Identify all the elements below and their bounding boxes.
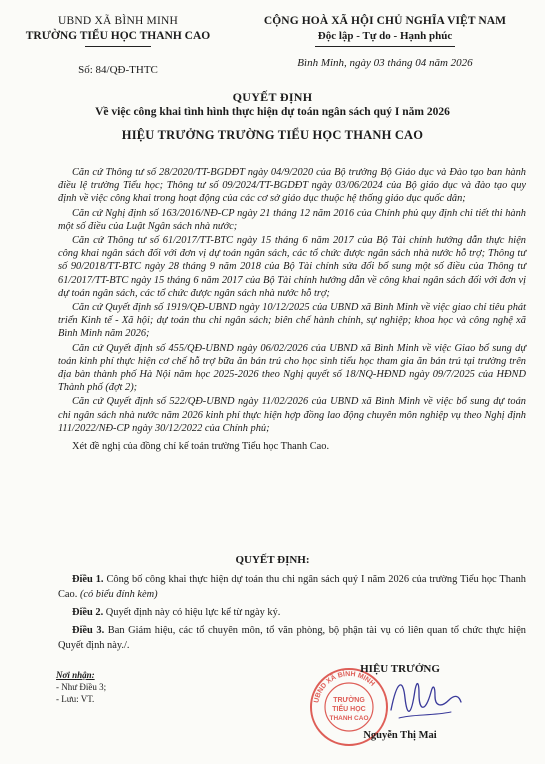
recipients bbox=[56, 669, 106, 705]
proposal-line: Xét đề nghị của đồng chí kế toán trường Tiểu học Thanh Cao. bbox=[72, 441, 330, 453]
article-note: (có biểu đính kèm) bbox=[79, 589, 158, 600]
article-1 bbox=[58, 572, 526, 602]
motto-underline bbox=[315, 46, 455, 47]
handwritten-signature bbox=[385, 670, 465, 730]
recipient-item: - Như Điều 3; bbox=[56, 682, 107, 692]
article-label: Điều 3. bbox=[72, 625, 105, 636]
legal-basis: Căn cứ Nghị định số 163/2016/NĐ-CP ngày 21 tháng 12 năm 2016 của Chính phủ quy định chi tiết thi hành một số điều của Luật Ngân sách nhà nước; bbox=[58, 207, 526, 232]
issuer-org: UBND XÃ BÌNH MINH bbox=[58, 15, 178, 27]
recipients-label: Nơi nhận: bbox=[56, 670, 95, 680]
legal-basis: Căn cứ Quyết định số 1919/QĐ-UBND ngày 10/12/2025 của UBND xã Bình Minh về việc giao chỉ tiêu phát triển Kinh tế - Xã hội; dự toán thu chi ngân sách; biên chế hành chính, sự nghiệp; khoa học và công nghệ xã Bình Minh năm 2026; bbox=[58, 302, 526, 340]
legal-basis: Căn cứ Thông tư số 61/2017/TT-BTC ngày 15 tháng 6 năm 2017 của Bộ Tài chính hướng dẫn thực hiện công khai ngân sách đối với đơn vị dự toán ngân sách, các tổ chức được ngân sách nhà nước hỗ trợ; Thông tư số 90/2018/TT-BTC ngày 28 tháng 9 năm 2018 của Bộ Tài chính sửa đổi bổ sung một số điều của Thông tư 61/2017/TT-BTC ngày 15 tháng 6 năm 2017 của Bộ Tài chính hướng dẫn về công khai ngân sách đối với đơn vị dự toán ngân sách, các tổ chức được ngân sách nhà nước hỗ trợ; bbox=[58, 235, 526, 299]
signer-name: Nguyễn Thị Mai bbox=[363, 730, 437, 741]
article-text: Quyết định này có hiệu lực kể từ ngày ký. bbox=[103, 607, 281, 618]
article-text: Ban Giám hiệu, các tổ chuyên môn, tổ văn phòng, bộ phận tài vụ có liên quan tổ chức thực hiện Quyết định này./. bbox=[58, 625, 526, 651]
legal-basis: Căn cứ Thông tư số 28/2020/TT-BGDĐT ngày 04/9/2020 của Bộ trưởng Bộ Giáo dục và Đào tạo ban hành điều lệ trường Tiểu học; Thông tư số 09/2024/TT-BGDĐT ngày 03/06/2024 của Bộ giáo dục và đào tạo quy định về việc công khai trong hoạt động của các cơ sở giáo dục thuộc hệ thống giáo dục quốc dân; bbox=[58, 167, 526, 205]
issuer-school: TRƯỜNG TIỂU HỌC THANH CAO bbox=[25, 30, 211, 42]
legal-basis: Căn cứ Quyết định số 522/QĐ-UBND ngày 11/02/2026 của UBND xã Bình Minh về việc bổ sung dự toán chi ngân sách nhà nước năm 2026 kinh phí thực hiện hợp đồng lao động chuyên môn nghiệp vụ theo Nghị định 111/2022/NĐ-CP ngày 30/12/2022 của Chính phủ; bbox=[58, 396, 526, 434]
national-header bbox=[240, 14, 530, 71]
seal-line-2: TIỂU HỌC bbox=[332, 706, 366, 713]
national-title: CỘNG HOÀ XÃ HỘI CHỦ NGHĨA VIỆT NAM bbox=[263, 15, 507, 27]
seal-ring-text: UBND XÃ BÌNH MINH bbox=[313, 670, 376, 704]
national-motto: Độc lập - Tự do - Hạnh phúc bbox=[317, 30, 453, 42]
seal-line-3: THANH CAO bbox=[329, 715, 369, 722]
article-label: Điều 1. bbox=[72, 574, 104, 585]
articles bbox=[58, 572, 526, 656]
document-number: Số: 84/QĐ-THTC bbox=[78, 64, 158, 76]
issuer-header bbox=[18, 14, 218, 78]
issuing-authority: HIỆU TRƯỞNG TRƯỜNG TIỂU HỌC THANH CAO bbox=[121, 128, 424, 142]
issue-date: Bình Minh, ngày 03 tháng 04 năm 2026 bbox=[297, 57, 473, 69]
title-block bbox=[30, 90, 515, 143]
article-3 bbox=[58, 623, 526, 653]
document-type: QUYẾT ĐỊNH bbox=[232, 90, 313, 104]
legal-basis: Căn cứ Quyết định số 455/QĐ-UBND ngày 06/02/2026 của UBND xã Bình Minh về việc Giao bổ sung dự toán kinh phí thực hiện cơ chế hỗ trợ bữa ăn bán trú cho học sinh tiểu học tham gia ăn bán trú tại trường trên địa bàn thành phố Hà Nội năm học 2025-2026 theo Nghị quyết số 18/NQ-HĐND ngày 09/7/2025 của HĐND Thành phố (đợt 2); bbox=[58, 342, 526, 394]
issuer-underline bbox=[85, 46, 151, 47]
document-subject: Về việc công khai tình hình thực hiện dự toán ngân sách quý I năm 2026 bbox=[95, 106, 450, 118]
decides-heading: QUYẾT ĐỊNH: bbox=[235, 554, 310, 566]
recipient-item: - Lưu: VT. bbox=[56, 694, 95, 704]
seal-line-1: TRƯỜNG bbox=[333, 697, 365, 704]
article-label: Điều 2. bbox=[72, 607, 104, 618]
legal-bases bbox=[58, 166, 526, 454]
article-text: Công bố công khai thực hiện dự toán thu chi ngân sách quý I năm 2026 của trường Tiểu học Thanh Cao. bbox=[58, 574, 526, 600]
signer-role: HIỆU TRƯỞNG bbox=[360, 663, 440, 675]
article-2 bbox=[58, 605, 526, 620]
